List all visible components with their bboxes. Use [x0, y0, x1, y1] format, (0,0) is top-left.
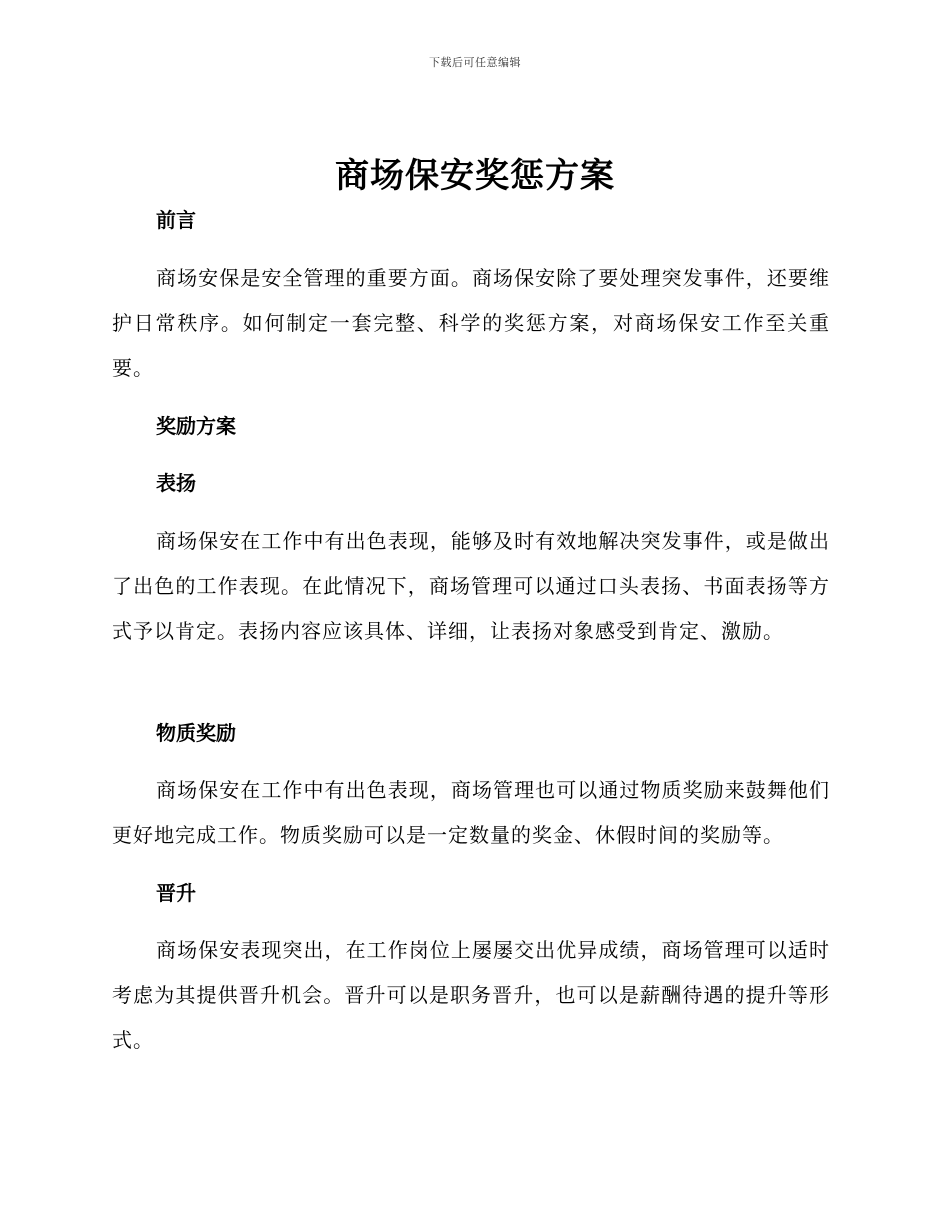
document-title: 商场保安奖惩方案: [335, 156, 615, 196]
page-header-note: 下载后可任意编辑: [429, 56, 521, 69]
praise-paragraph: 商场保安在工作中有出色表现，能够及时有效地解决突发事件，或是做出了出色的工作表现。在此情况下，商场管理可以通过口头表扬、书面表扬等方式予以肯定。表扬内容应该具体、详细，让表扬对象感受到肯定、激励。: [112, 529, 830, 643]
promotion-paragraph: 商场保安表现突出，在工作岗位上屡屡交出优异成绩，商场管理可以适时考虑为其提供晋升机会。晋升可以是职务晋升，也可以是薪酬待遇的提升等形式。: [112, 938, 830, 1052]
preface-paragraph: 商场安保是安全管理的重要方面。商场保安除了要处理突发事件，还要维护日常秩序。如何制定一套完整、科学的奖惩方案，对商场保安工作至关重要。: [112, 266, 830, 380]
preface-heading: 前言: [156, 208, 196, 232]
material-reward-paragraph: 商场保安在工作中有出色表现，商场管理也可以通过物质奖励来鼓舞他们更好地完成工作。物质奖励可以是一定数量的奖金、休假时间的奖励等。: [112, 778, 830, 847]
reward-plan-heading: 奖励方案: [156, 414, 236, 438]
material-reward-heading: 物质奖励: [156, 721, 236, 745]
promotion-heading: 晋升: [156, 881, 196, 905]
praise-heading: 表扬: [156, 471, 196, 495]
